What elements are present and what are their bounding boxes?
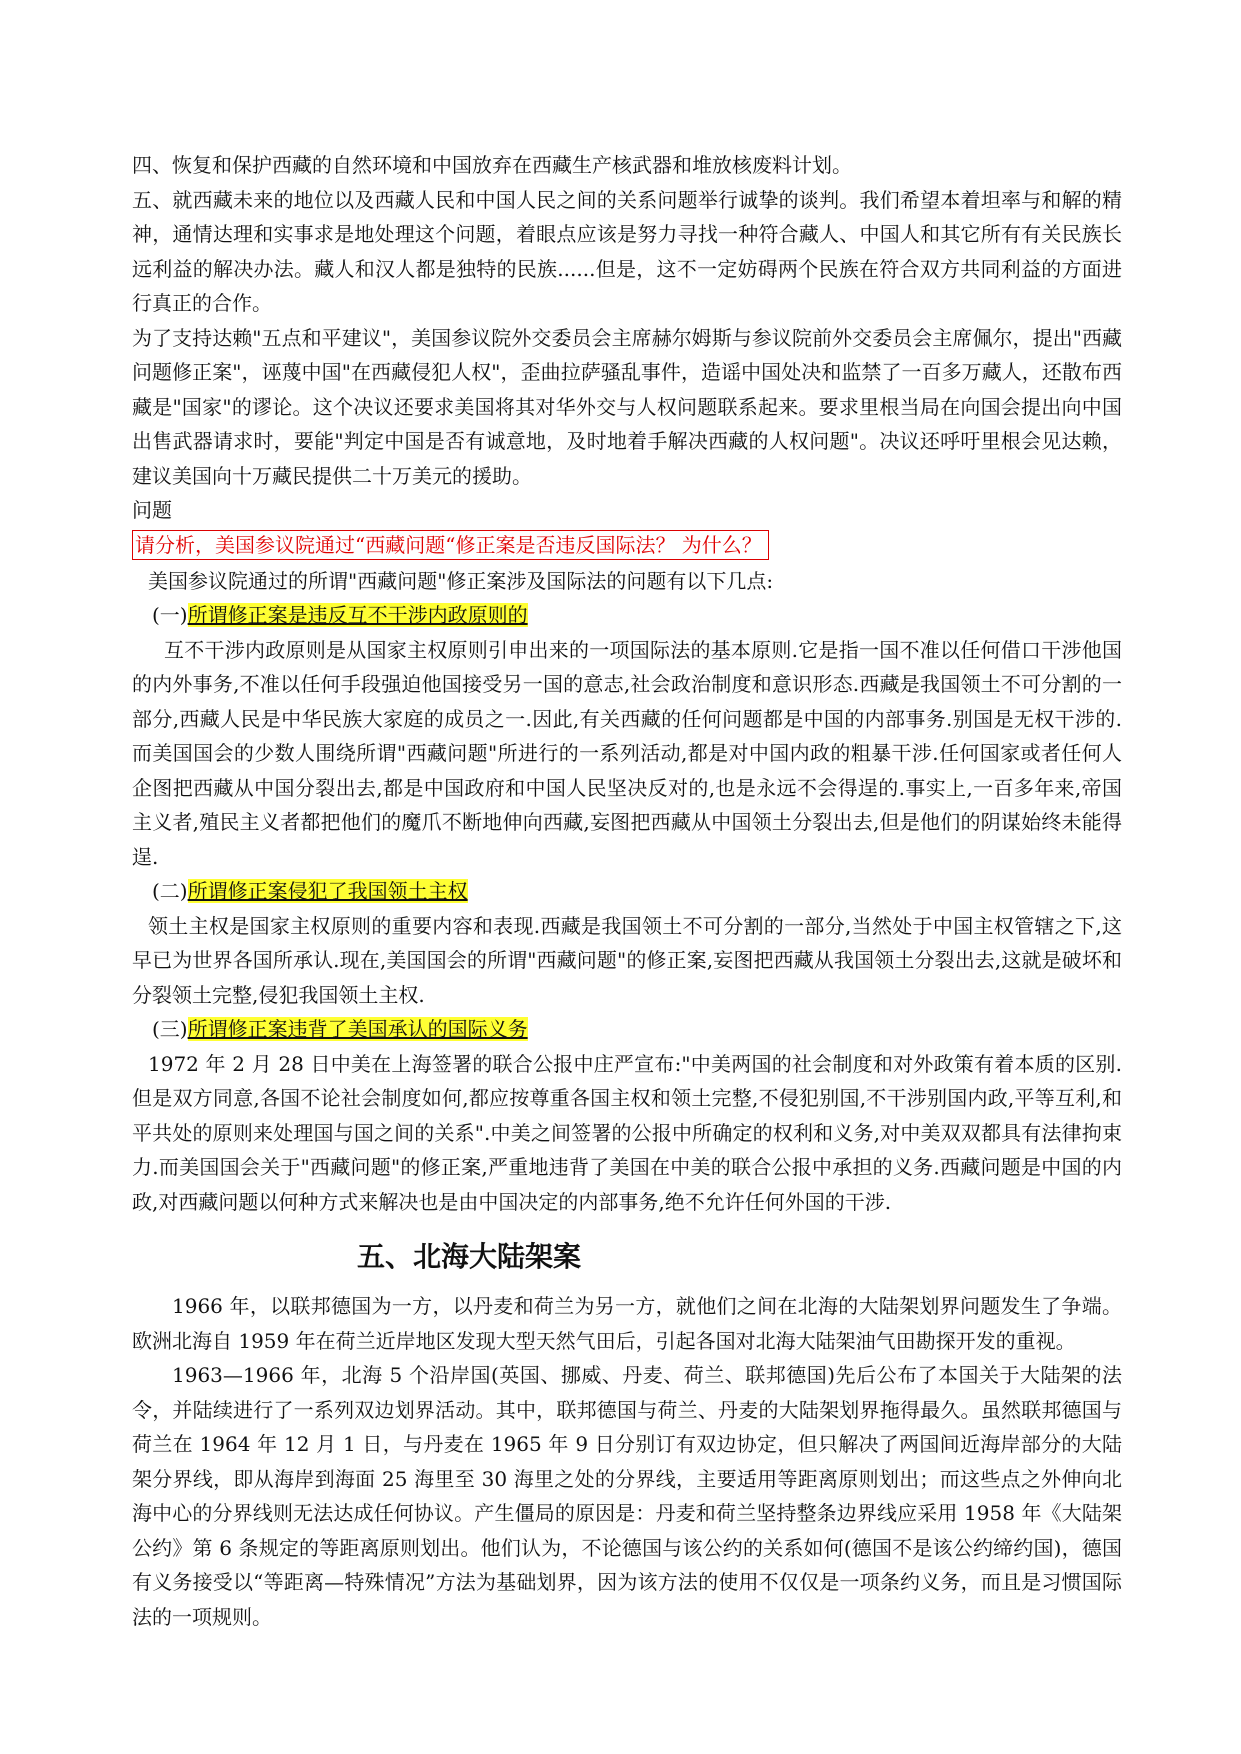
answer-intro: 美国参议院通过的所谓"西藏问题"修正案涉及国际法的问题有以下几点: xyxy=(148,568,774,593)
point-two-title: 所谓修正案侵犯了我国领土主权 xyxy=(187,879,468,903)
point-one-heading xyxy=(132,598,1122,633)
point-two-number: (二) xyxy=(152,879,188,903)
section-paragraph-2: 1963—1966 年，北海 5 个沿岸国(英国、挪威、丹麦、荷兰、联邦德国)先后公布了本国关于大陆架的法令，并陆续进行了一系列双边划界活动。其中，联邦德国与荷兰、丹麦的大陆架划界拖得最久。虽然联邦德国与荷兰在 1964 年 12 月 1 日，与丹麦在 1965 年 9 日分别订有双边协定，但只解决了两国间近海岸部分的大陆架分界线，即从海岸到海面 25 海里至 30 海里之处的分界线，主要适用等距离原则划出；而这些点之外伸向北海中心的分界线则无法达成任何协议。产生僵局的原因是：丹麦和荷兰坚持整条边界线应采用 1958 年《大陆架公约》第 6 条规定的等距离原则划出。他们认为，不论德国与该公约的关系如何(德国不是该公约缔约国)，德国有义务接受以“等距离—特殊情况”方法为基础划界，因为该方法的使用不仅仅是一项条约义务，而且是习惯国际法的一项规则。 xyxy=(132,1363,1122,1629)
point-one-number: (一) xyxy=(152,603,188,627)
paragraph-point-four: 四、恢复和保护西藏的自然环境和中国放弃在西藏生产核武器和堆放核废料计划。 xyxy=(132,153,852,177)
paragraph-point-five: 五、就西藏未来的地位以及西藏人民和中国人民之间的关系问题举行诚挚的谈判。我们希望本着坦率与和解的精神，通情达理和实事求是地处理这个问题，着眼点应该是努力寻找一种符合藏人、中国人和其它所有有关民族长远利益的解决办法。藏人和汉人都是独特的民族......但是，这不一定妨碍两个民族在符合双方共同利益的方面进行真正的合作。 xyxy=(132,187,1122,315)
section-title: 五、北海大陆架案 xyxy=(357,1240,582,1273)
section-body xyxy=(132,1289,1122,1634)
question-box: 请分析，美国参议院通过“西藏问题“修正案是否违反国际法？ 为什么？ xyxy=(132,530,769,560)
document-page xyxy=(132,148,1122,1634)
point-three-text: 1972 年 2 月 28 日中美在上海签署的联合公报中庄严宣布:"中美两国的社会制度和对外政策有着本质的区别.但是双方同意,各国不论社会制度如何,都应按尊重各国主权和领土完整,不侵犯别国,不干涉别国内政,平等互利,和平共处的原则来处理国与国之间的关系".中美之间签署的公报中所确定的权利和义务,对中美双双都具有法律拘束力.而美国国会关于"西藏问题"的修正案,严重地违背了美国在中美的联合公报中承担的义务.西藏问题是中国的内政,对西藏问题以何种方式来解决也是由中国决定的内部事务,绝不允许任何外国的干涉. xyxy=(132,1051,1122,1214)
point-two-heading xyxy=(132,874,1122,909)
point-three-heading xyxy=(132,1012,1122,1047)
point-one-title: 所谓修正案是违反互不干涉内政原则的 xyxy=(187,603,528,627)
point-three-title: 所谓修正案违背了美国承认的国际义务 xyxy=(187,1017,528,1041)
point-three-number: (三) xyxy=(152,1017,188,1041)
question-label: 问题 xyxy=(132,498,172,522)
paragraph-senate-resolution: 为了支持达赖"五点和平建议"，美国参议院外交委员会主席赫尔姆斯与参议院前外交委员会主席佩尔，提出"西藏问题修正案"，诬蔑中国"在西藏侵犯人权"，歪曲拉萨骚乱事件，造谣中国处决和监禁了一百多万藏人，还散布西藏是"国家"的谬论。这个决议还要求美国将其对华外交与人权问题联系起来。要求里根当局在向国会提出向中国出售武器请求时，要能"判定中国是否有诚意地，及时地着手解决西藏的人权问题"。决议还呼吁里根会见达赖，建议美国向十万藏民提供二十万美元的援助。 xyxy=(132,325,1122,488)
point-two-text: 领土主权是国家主权原则的重要内容和表现.西藏是我国领土不可分割的一部分,当然处于中国主权管辖之下,这早已为世界各国所承认.现在,美国国会的所谓"西藏问题"的修正案,妄图把西藏从我国领土分裂出去,这就是破坏和分裂领土完整,侵犯我国领土主权. xyxy=(132,913,1122,1007)
section-paragraph-1: 1966 年，以联邦德国为一方，以丹麦和荷兰为另一方，就他们之间在北海的大陆架划界问题发生了争端。欧洲北海自 1959 年在荷兰近岸地区发现大型天然气田后，引起各国对北海大陆架油气田勘探开发的重视。 xyxy=(132,1294,1122,1353)
point-one-text: 互不干涉内政原则是从国家主权原则引申出来的一项国际法的基本原则.它是指一国不准以任何借口干涉他国的内外事务,不准以任何手段强迫他国接受另一国的意志,社会政治制度和意识形态.西藏是我国领土不可分割的一部分,西藏人民是中华民族大家庭的成员之一.因此,有关西藏的任何问题都是中国的内部事务.别国是无权干涉的.而美国国会的少数人围绕所谓"西藏问题"所进行的一系列活动,都是对中国内政的粗暴干涉.任何国家或者任何人企图把西藏从中国分裂出去,都是中国政府和中国人民坚决反对的,也是永远不会得逞的.事实上,一百多年来,帝国主义者,殖民主义者都把他们的魔爪不断地伸向西藏,妄图把西藏从中国领土分裂出去,但是他们的阴谋始终未能得逞. xyxy=(132,637,1122,869)
